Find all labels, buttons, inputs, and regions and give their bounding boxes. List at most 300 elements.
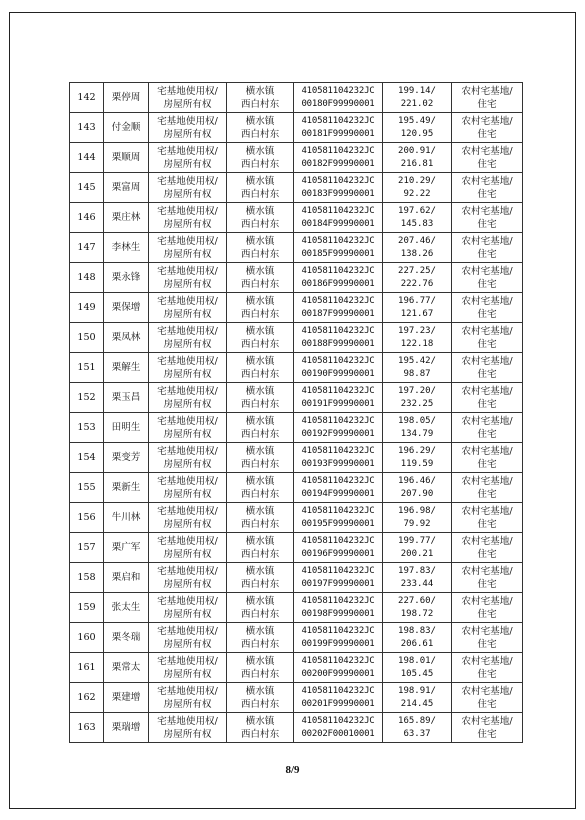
area-value-line: 199.14/	[398, 85, 436, 96]
property-location-line: 横水镇	[245, 415, 275, 427]
property-location-cell	[227, 143, 294, 173]
property-location-line: 西白村东	[240, 728, 280, 740]
property-location-line: 西白村东	[240, 368, 280, 380]
property-location-line: 横水镇	[245, 175, 275, 187]
parcel-code-line: 410581104232JC	[301, 655, 375, 666]
property-location-cell	[227, 443, 294, 473]
right-type-cell	[149, 713, 227, 743]
table-row	[70, 683, 523, 713]
area-value-line: 222.76	[400, 278, 434, 289]
area-value-line: 200.91/	[398, 145, 436, 156]
table-row	[70, 353, 523, 383]
owner-name-cell: 栗停周	[104, 83, 149, 113]
land-use-line: 住宅	[477, 488, 497, 500]
area-value-line: 120.95	[400, 128, 434, 139]
right-type-line: 宅基地使用权/	[157, 475, 218, 487]
property-location-cell	[227, 293, 294, 323]
property-location-cell	[227, 353, 294, 383]
area-value-cell	[383, 293, 452, 323]
area-value-cell	[383, 173, 452, 203]
right-type-line: 房屋所有权	[163, 668, 212, 680]
parcel-code-line: 00197F99990001	[301, 578, 375, 589]
property-location-line: 西白村东	[240, 428, 280, 440]
property-location-line: 横水镇	[245, 475, 275, 487]
area-value-cell	[383, 443, 452, 473]
right-type-line: 房屋所有权	[163, 578, 212, 590]
property-location-cell	[227, 563, 294, 593]
parcel-code-line: 00183F99990001	[301, 188, 375, 199]
parcel-code-cell	[294, 683, 383, 713]
land-use-line: 农村宅基地/	[461, 325, 513, 337]
land-use-line: 农村宅基地/	[461, 505, 513, 517]
parcel-code-line: 410581104232JC	[301, 175, 375, 186]
property-location-line: 西白村东	[240, 308, 280, 320]
area-value-line: 92.22	[403, 188, 431, 199]
right-type-line: 房屋所有权	[163, 398, 212, 410]
area-value-cell	[383, 353, 452, 383]
property-location-line: 西白村东	[240, 248, 280, 260]
area-value-line: 197.23/	[398, 325, 436, 336]
land-use-cell	[452, 203, 523, 233]
property-location-line: 西白村东	[240, 458, 280, 470]
land-use-cell	[452, 293, 523, 323]
property-location-line: 横水镇	[245, 235, 275, 247]
table-row	[70, 383, 523, 413]
property-location-cell	[227, 173, 294, 203]
area-value-cell	[383, 143, 452, 173]
property-location-line: 西白村东	[240, 518, 280, 530]
land-use-line: 农村宅基地/	[461, 235, 513, 247]
area-value-line: 198.83/	[398, 625, 436, 636]
parcel-code-cell	[294, 143, 383, 173]
land-use-cell	[452, 503, 523, 533]
land-use-line: 住宅	[477, 158, 497, 170]
area-value-cell	[383, 203, 452, 233]
parcel-code-cell	[294, 383, 383, 413]
parcel-code-line: 00196F99990001	[301, 548, 375, 559]
property-location-line: 西白村东	[240, 158, 280, 170]
property-location-line: 西白村东	[240, 338, 280, 350]
area-value-line: 232.25	[400, 398, 434, 409]
table-row	[70, 593, 523, 623]
land-use-line: 住宅	[477, 248, 497, 260]
property-location-line: 西白村东	[240, 398, 280, 410]
parcel-code-cell	[294, 653, 383, 683]
property-location-cell	[227, 413, 294, 443]
property-location-cell	[227, 83, 294, 113]
land-use-line: 农村宅基地/	[461, 565, 513, 577]
land-use-cell	[452, 683, 523, 713]
area-value-line: 206.61	[400, 638, 434, 649]
owner-name-cell: 栗解生	[104, 353, 149, 383]
parcel-code-cell	[294, 443, 383, 473]
area-value-line: 134.79	[400, 428, 434, 439]
land-use-cell	[452, 623, 523, 653]
parcel-code-line: 00180F99990001	[301, 98, 375, 109]
right-type-cell	[149, 593, 227, 623]
right-type-cell	[149, 503, 227, 533]
land-use-line: 住宅	[477, 518, 497, 530]
property-location-line: 横水镇	[245, 625, 275, 637]
right-type-line: 宅基地使用权/	[157, 205, 218, 217]
table-row	[70, 173, 523, 203]
parcel-code-line: 410581104232JC	[301, 505, 375, 516]
area-value-line: 196.46/	[398, 475, 436, 486]
table-row	[70, 113, 523, 143]
area-value-line: 233.44	[400, 578, 434, 589]
area-value-cell	[383, 533, 452, 563]
property-location-line: 西白村东	[240, 698, 280, 710]
right-type-cell	[149, 233, 227, 263]
land-use-cell	[452, 143, 523, 173]
area-value-cell	[383, 233, 452, 263]
property-location-line: 横水镇	[245, 685, 275, 697]
area-value-cell	[383, 473, 452, 503]
property-location-line: 西白村东	[240, 548, 280, 560]
area-value-line: 122.18	[400, 338, 434, 349]
right-type-cell	[149, 413, 227, 443]
right-type-line: 房屋所有权	[163, 98, 212, 110]
table-row	[70, 203, 523, 233]
land-use-line: 住宅	[477, 668, 497, 680]
property-location-line: 西白村东	[240, 218, 280, 230]
property-location-line: 横水镇	[245, 145, 275, 157]
record-number-cell: 148	[70, 263, 104, 293]
right-type-cell	[149, 143, 227, 173]
parcel-code-line: 410581104232JC	[301, 475, 375, 486]
right-type-line: 房屋所有权	[163, 548, 212, 560]
property-location-line: 西白村东	[240, 488, 280, 500]
parcel-code-line: 410581104232JC	[301, 235, 375, 246]
owner-name-cell: 张太生	[104, 593, 149, 623]
right-type-line: 房屋所有权	[163, 278, 212, 290]
area-value-line: 221.02	[400, 98, 434, 109]
land-use-line: 住宅	[477, 548, 497, 560]
land-use-cell	[452, 653, 523, 683]
property-location-line: 横水镇	[245, 505, 275, 517]
registration-table	[69, 82, 523, 743]
parcel-code-cell	[294, 173, 383, 203]
area-value-line: 105.45	[400, 668, 434, 679]
area-value-cell	[383, 263, 452, 293]
land-use-line: 农村宅基地/	[461, 175, 513, 187]
property-location-cell	[227, 713, 294, 743]
land-use-line: 农村宅基地/	[461, 385, 513, 397]
right-type-cell	[149, 83, 227, 113]
land-use-line: 住宅	[477, 308, 497, 320]
right-type-line: 宅基地使用权/	[157, 235, 218, 247]
parcel-code-line: 410581104232JC	[301, 325, 375, 336]
land-use-line: 住宅	[477, 278, 497, 290]
property-location-line: 横水镇	[245, 85, 275, 97]
land-use-cell	[452, 353, 523, 383]
right-type-line: 宅基地使用权/	[157, 445, 218, 457]
area-value-line: 63.37	[403, 728, 431, 739]
right-type-line: 房屋所有权	[163, 488, 212, 500]
right-type-cell	[149, 623, 227, 653]
parcel-code-line: 00182F99990001	[301, 158, 375, 169]
owner-name-cell: 栗常太	[104, 653, 149, 683]
area-value-line: 197.62/	[398, 205, 436, 216]
land-use-cell	[452, 383, 523, 413]
area-value-line: 227.60/	[398, 595, 436, 606]
right-type-line: 宅基地使用权/	[157, 325, 218, 337]
land-use-line: 农村宅基地/	[461, 205, 513, 217]
land-use-cell	[452, 173, 523, 203]
property-location-line: 西白村东	[240, 578, 280, 590]
right-type-line: 宅基地使用权/	[157, 685, 218, 697]
right-type-cell	[149, 473, 227, 503]
parcel-code-line: 410581104232JC	[301, 715, 375, 726]
land-use-cell	[452, 113, 523, 143]
right-type-line: 房屋所有权	[163, 698, 212, 710]
area-value-cell	[383, 623, 452, 653]
area-value-line: 145.83	[400, 218, 434, 229]
property-location-line: 横水镇	[245, 115, 275, 127]
owner-name-cell: 栗冬瑞	[104, 623, 149, 653]
right-type-line: 房屋所有权	[163, 608, 212, 620]
parcel-code-line: 00186F99990001	[301, 278, 375, 289]
table-row	[70, 413, 523, 443]
area-value-line: 98.87	[403, 368, 431, 379]
land-use-line: 农村宅基地/	[461, 355, 513, 367]
property-location-cell	[227, 593, 294, 623]
land-use-line: 住宅	[477, 638, 497, 650]
area-value-line: 196.98/	[398, 505, 436, 516]
property-location-cell	[227, 533, 294, 563]
right-type-line: 房屋所有权	[163, 188, 212, 200]
record-number-cell: 159	[70, 593, 104, 623]
land-use-line: 住宅	[477, 188, 497, 200]
owner-name-cell: 栗瑞增	[104, 713, 149, 743]
parcel-code-cell	[294, 713, 383, 743]
parcel-code-cell	[294, 323, 383, 353]
parcel-code-line: 410581104232JC	[301, 295, 375, 306]
table-row	[70, 293, 523, 323]
right-type-line: 房屋所有权	[163, 128, 212, 140]
area-value-line: 210.29/	[398, 175, 436, 186]
right-type-line: 房屋所有权	[163, 158, 212, 170]
right-type-line: 房屋所有权	[163, 368, 212, 380]
area-value-line: 216.81	[400, 158, 434, 169]
record-number-cell: 154	[70, 443, 104, 473]
owner-name-cell: 栗玉昌	[104, 383, 149, 413]
area-value-line: 227.25/	[398, 265, 436, 276]
area-value-cell	[383, 653, 452, 683]
right-type-line: 房屋所有权	[163, 638, 212, 650]
parcel-code-line: 410581104232JC	[301, 685, 375, 696]
parcel-code-line: 410581104232JC	[301, 115, 375, 126]
parcel-code-line: 410581104232JC	[301, 265, 375, 276]
parcel-code-line: 00191F99990001	[301, 398, 375, 409]
right-type-cell	[149, 113, 227, 143]
table-row	[70, 473, 523, 503]
right-type-line: 宅基地使用权/	[157, 355, 218, 367]
right-type-line: 宅基地使用权/	[157, 715, 218, 727]
area-value-cell	[383, 503, 452, 533]
record-number-cell: 150	[70, 323, 104, 353]
parcel-code-line: 00202F00010001	[301, 728, 375, 739]
parcel-code-line: 00188F99990001	[301, 338, 375, 349]
area-value-line: 79.92	[403, 518, 431, 529]
property-location-cell	[227, 323, 294, 353]
land-use-line: 农村宅基地/	[461, 445, 513, 457]
land-use-cell	[452, 83, 523, 113]
parcel-code-cell	[294, 473, 383, 503]
parcel-code-line: 00194F99990001	[301, 488, 375, 499]
owner-name-cell: 栗富周	[104, 173, 149, 203]
owner-name-cell: 栗保增	[104, 293, 149, 323]
property-location-line: 西白村东	[240, 128, 280, 140]
property-location-line: 西白村东	[240, 98, 280, 110]
property-location-line: 横水镇	[245, 565, 275, 577]
property-location-line: 西白村东	[240, 278, 280, 290]
owner-name-cell: 牛川林	[104, 503, 149, 533]
land-use-line: 住宅	[477, 338, 497, 350]
parcel-code-line: 00198F99990001	[301, 608, 375, 619]
land-use-line: 住宅	[477, 728, 497, 740]
area-value-cell	[383, 83, 452, 113]
parcel-code-cell	[294, 563, 383, 593]
property-location-cell	[227, 383, 294, 413]
owner-name-cell: 栗建增	[104, 683, 149, 713]
land-use-line: 住宅	[477, 608, 497, 620]
area-value-line: 207.46/	[398, 235, 436, 246]
right-type-line: 宅基地使用权/	[157, 265, 218, 277]
parcel-code-cell	[294, 503, 383, 533]
area-value-line: 138.26	[400, 248, 434, 259]
parcel-code-line: 00190F99990001	[301, 368, 375, 379]
record-number-cell: 152	[70, 383, 104, 413]
parcel-code-cell	[294, 623, 383, 653]
owner-name-cell: 栗庄林	[104, 203, 149, 233]
land-use-cell	[452, 263, 523, 293]
parcel-code-line: 410581104232JC	[301, 355, 375, 366]
right-type-cell	[149, 653, 227, 683]
parcel-code-cell	[294, 233, 383, 263]
property-location-line: 横水镇	[245, 445, 275, 457]
land-use-line: 住宅	[477, 398, 497, 410]
record-number-cell: 144	[70, 143, 104, 173]
land-use-line: 住宅	[477, 128, 497, 140]
land-use-cell	[452, 533, 523, 563]
area-value-line: 197.83/	[398, 565, 436, 576]
right-type-line: 宅基地使用权/	[157, 115, 218, 127]
parcel-code-line: 410581104232JC	[301, 565, 375, 576]
property-location-line: 横水镇	[245, 385, 275, 397]
area-value-line: 121.67	[400, 308, 434, 319]
property-location-cell	[227, 503, 294, 533]
land-use-cell	[452, 443, 523, 473]
table-row	[70, 263, 523, 293]
area-value-line: 195.42/	[398, 355, 436, 366]
right-type-cell	[149, 173, 227, 203]
table-row	[70, 143, 523, 173]
area-value-line: 198.91/	[398, 685, 436, 696]
right-type-line: 房屋所有权	[163, 308, 212, 320]
right-type-line: 宅基地使用权/	[157, 295, 218, 307]
land-use-cell	[452, 473, 523, 503]
parcel-code-line: 00199F99990001	[301, 638, 375, 649]
parcel-code-cell	[294, 113, 383, 143]
parcel-code-cell	[294, 593, 383, 623]
area-value-cell	[383, 413, 452, 443]
parcel-code-line: 00200F99990001	[301, 668, 375, 679]
property-location-line: 西白村东	[240, 608, 280, 620]
parcel-code-line: 410581104232JC	[301, 385, 375, 396]
property-location-line: 西白村东	[240, 668, 280, 680]
land-use-cell	[452, 563, 523, 593]
right-type-line: 宅基地使用权/	[157, 85, 218, 97]
record-number-cell: 161	[70, 653, 104, 683]
right-type-line: 房屋所有权	[163, 248, 212, 260]
land-use-line: 农村宅基地/	[461, 85, 513, 97]
right-type-cell	[149, 383, 227, 413]
land-use-line: 农村宅基地/	[461, 595, 513, 607]
land-use-line: 农村宅基地/	[461, 145, 513, 157]
area-value-line: 207.90	[400, 488, 434, 499]
land-use-line: 农村宅基地/	[461, 295, 513, 307]
land-use-cell	[452, 323, 523, 353]
parcel-code-line: 410581104232JC	[301, 535, 375, 546]
property-location-cell	[227, 473, 294, 503]
area-value-cell	[383, 323, 452, 353]
table-row	[70, 233, 523, 263]
parcel-code-line: 410581104232JC	[301, 445, 375, 456]
parcel-code-cell	[294, 293, 383, 323]
right-type-cell	[149, 443, 227, 473]
record-number-cell: 155	[70, 473, 104, 503]
parcel-code-cell	[294, 263, 383, 293]
right-type-line: 房屋所有权	[163, 428, 212, 440]
table-row	[70, 653, 523, 683]
owner-name-cell: 栗顺周	[104, 143, 149, 173]
record-number-cell: 143	[70, 113, 104, 143]
parcel-code-line: 00185F99990001	[301, 248, 375, 259]
table-row	[70, 83, 523, 113]
right-type-line: 宅基地使用权/	[157, 595, 218, 607]
area-value-cell	[383, 683, 452, 713]
owner-name-cell: 付金顺	[104, 113, 149, 143]
parcel-code-line: 00184F99990001	[301, 218, 375, 229]
owner-name-cell: 栗变芳	[104, 443, 149, 473]
area-value-cell	[383, 113, 452, 143]
owner-name-cell: 田明生	[104, 413, 149, 443]
parcel-code-cell	[294, 83, 383, 113]
area-value-cell	[383, 563, 452, 593]
right-type-cell	[149, 533, 227, 563]
parcel-code-cell	[294, 533, 383, 563]
record-number-cell: 162	[70, 683, 104, 713]
property-location-line: 横水镇	[245, 715, 275, 727]
area-value-line: 195.49/	[398, 115, 436, 126]
right-type-cell	[149, 263, 227, 293]
owner-name-cell: 栗新生	[104, 473, 149, 503]
area-value-cell	[383, 383, 452, 413]
land-use-line: 农村宅基地/	[461, 415, 513, 427]
property-location-line: 横水镇	[245, 355, 275, 367]
area-value-line: 199.77/	[398, 535, 436, 546]
table-row	[70, 563, 523, 593]
land-use-cell	[452, 413, 523, 443]
property-location-cell	[227, 263, 294, 293]
table-row	[70, 623, 523, 653]
land-use-line: 农村宅基地/	[461, 685, 513, 697]
right-type-line: 宅基地使用权/	[157, 655, 218, 667]
parcel-code-line: 410581104232JC	[301, 145, 375, 156]
record-number-cell: 149	[70, 293, 104, 323]
owner-name-cell: 栗启和	[104, 563, 149, 593]
